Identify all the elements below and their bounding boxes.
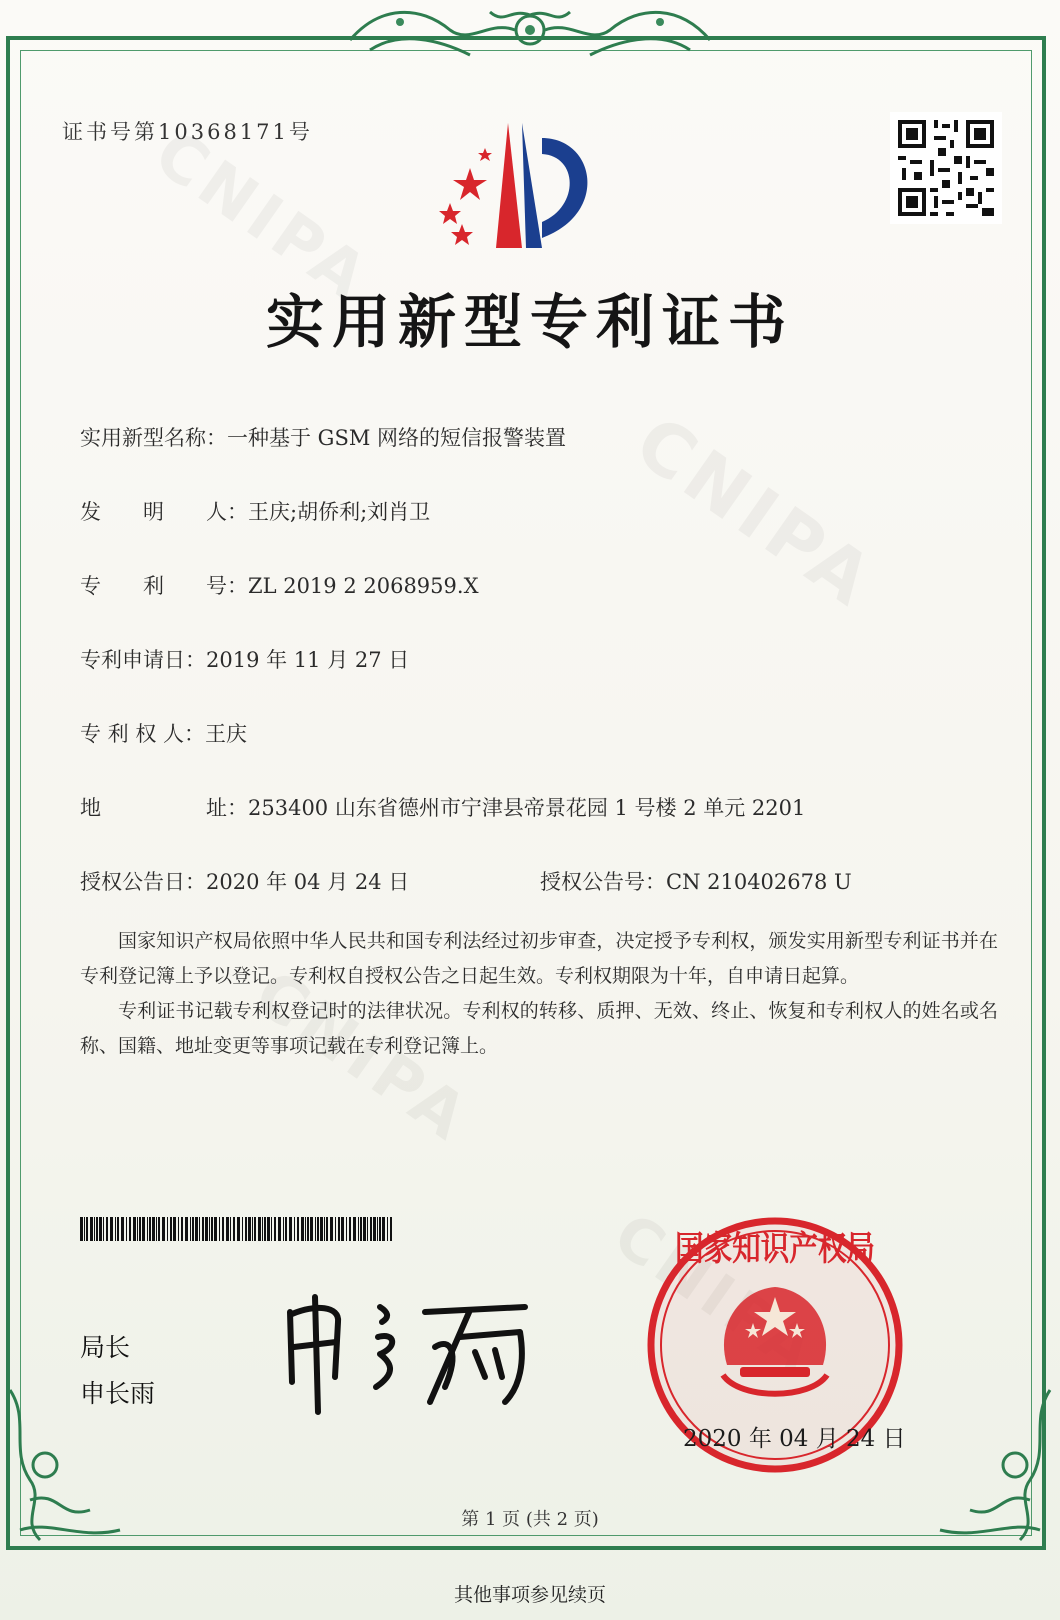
field-label: 授权公告日： [80, 870, 206, 894]
certificate-title: 实用新型专利证书 [265, 288, 794, 356]
barcode-stripe [373, 1217, 376, 1241]
barcode-stripe [326, 1217, 328, 1241]
field-label: 地 址： [80, 796, 248, 820]
certificate-body [80, 924, 998, 1064]
barcode-stripe [185, 1217, 188, 1241]
barcode-stripe [289, 1217, 292, 1241]
seal-date: 2020 年 04 月 24 日 [683, 1426, 906, 1452]
cnipa-logo-icon [430, 118, 620, 258]
barcode-stripe [341, 1217, 344, 1241]
barcode-stripe [358, 1217, 359, 1241]
barcode-stripe [80, 1217, 83, 1241]
field-label: 实用新型名称： [80, 426, 227, 450]
barcode-stripe [126, 1217, 127, 1241]
barcode-stripe [190, 1217, 191, 1241]
barcode-stripe [147, 1217, 148, 1241]
field-value: 王庆;胡侨利;刘肖卫 [248, 500, 431, 524]
barcode-stripe [360, 1217, 362, 1241]
barcode-stripe [170, 1217, 172, 1241]
field-value: 王庆 [205, 722, 248, 746]
barcode-stripe [137, 1217, 138, 1241]
barcode-stripe [370, 1217, 372, 1241]
field-value: ZL 2019 2 2068959.X [248, 574, 479, 598]
barcode-stripe [158, 1217, 160, 1241]
barcode-stripe [195, 1217, 198, 1241]
barcode-stripe [110, 1217, 113, 1241]
barcode-stripe [294, 1217, 295, 1241]
barcode-stripe [152, 1217, 155, 1241]
certificate-number: 证书号第10368171号 [62, 120, 313, 144]
barcode-stripe [233, 1217, 235, 1241]
field-address [80, 792, 805, 822]
field-application-date [80, 644, 409, 674]
barcode-stripe [285, 1217, 287, 1241]
barcode-stripe [377, 1217, 378, 1241]
continuation-note: 其他事项参见续页 [453, 1584, 606, 1606]
barcode-stripe [103, 1217, 104, 1241]
barcode-stripe [230, 1217, 231, 1241]
barcode-stripe [367, 1217, 368, 1241]
director-title: 局长 [80, 1333, 131, 1362]
field-grant-date [80, 866, 409, 896]
field-grant-number [540, 866, 852, 896]
barcode-stripe [330, 1217, 333, 1241]
barcode-stripe [248, 1217, 251, 1241]
body-paragraph-2: 专利证书记载专利权登记时的法律状况。专利权的转移、质押、无效、终止、恢复和专利权人的姓名或名称、国籍、地址变更等事项记载在专利登记簿上。 [80, 1000, 998, 1057]
barcode-stripe [86, 1217, 88, 1241]
barcode-stripe [390, 1217, 392, 1241]
barcode-stripe [346, 1217, 347, 1241]
field-value: CN 210402678 U [666, 870, 852, 894]
field-label: 授权公告号： [540, 870, 666, 894]
barcode-stripe [324, 1217, 325, 1241]
barcode-stripe [99, 1217, 102, 1241]
barcode-stripe [258, 1217, 261, 1241]
barcode-stripe [106, 1217, 108, 1241]
barcode-stripe [315, 1217, 316, 1241]
barcode-stripe [178, 1217, 179, 1241]
field-value: 253400 山东省德州市宁津县帝景花园 1 号楼 2 单元 2201 [248, 796, 806, 820]
field-label: 专 利 权 人： [80, 722, 206, 746]
barcode-stripe [94, 1217, 95, 1241]
qr-code-icon [890, 112, 1002, 224]
field-patent-number [80, 570, 479, 600]
barcode-stripe [84, 1217, 85, 1241]
barcode-stripe [211, 1217, 213, 1241]
barcode-stripe [335, 1217, 336, 1241]
barcode-stripe [363, 1217, 366, 1241]
field-value: 2020 年 04 月 24 日 [206, 870, 410, 894]
barcode-stripe [338, 1217, 340, 1241]
barcode-stripe [162, 1217, 165, 1241]
barcode-stripe [379, 1217, 381, 1241]
top-ornament [340, 0, 720, 62]
barcode-stripe [209, 1217, 210, 1241]
barcode-stripe [149, 1217, 151, 1241]
barcode-stripe [222, 1217, 224, 1241]
barcode-stripe [252, 1217, 253, 1241]
barcode-stripe [214, 1217, 217, 1241]
barcode-stripe [167, 1217, 168, 1241]
barcode-stripe [237, 1217, 240, 1241]
barcode-stripe [121, 1217, 124, 1241]
barcode-stripe [245, 1217, 247, 1241]
barcode-stripe [115, 1217, 116, 1241]
barcode-stripe [254, 1217, 256, 1241]
barcode-stripe [139, 1217, 141, 1241]
barcode-stripe [305, 1217, 306, 1241]
page-number: 第 1 页 (共 2 页) [461, 1509, 599, 1530]
barcode-stripe [262, 1217, 263, 1241]
field-patentee [80, 718, 247, 748]
field-value: 一种基于 GSM 网络的短信报警装置 [227, 426, 567, 450]
field-label: 专 利 号： [80, 574, 248, 598]
barcode-stripe [310, 1217, 313, 1241]
barcode-stripe [117, 1217, 119, 1241]
barcode-stripe [142, 1217, 145, 1241]
barcode-stripe [242, 1217, 243, 1241]
barcode-stripe [205, 1217, 208, 1241]
barcode-stripe [202, 1217, 204, 1241]
barcode-stripe [129, 1217, 131, 1241]
barcode-stripe [181, 1217, 183, 1241]
barcode-stripe [387, 1217, 388, 1241]
barcode-stripe [199, 1217, 200, 1241]
barcode-stripe [382, 1217, 385, 1241]
barcode-stripe [307, 1217, 309, 1241]
barcode-stripe [173, 1217, 176, 1241]
field-inventor [80, 496, 430, 526]
barcode-stripe [219, 1217, 220, 1241]
barcode-stripe [90, 1217, 93, 1241]
barcode-stripe [156, 1217, 157, 1241]
barcode-stripe [297, 1217, 299, 1241]
barcode-stripe [301, 1217, 304, 1241]
director-name: 申长雨 [80, 1379, 156, 1408]
field-label: 专利申请日： [80, 648, 206, 672]
barcode-stripe [264, 1217, 266, 1241]
barcode-stripe [133, 1217, 136, 1241]
barcode-stripe [226, 1217, 229, 1241]
barcode-stripe [349, 1217, 351, 1241]
seal-text: 国家知识产权局 [675, 1229, 875, 1269]
barcode-stripe [320, 1217, 323, 1241]
director-signature [280, 1292, 540, 1422]
barcode-stripe [271, 1217, 272, 1241]
barcode-stripe [267, 1217, 270, 1241]
barcode-stripe [192, 1217, 194, 1241]
body-paragraph-1: 国家知识产权局依照中华人民共和国专利法经过初步审查，决定授予专利权，颁发实用新型专利证书并在专利登记簿上予以登记。专利权自授权公告之日起生效。专利权期限为十年，自申请日起算。 [80, 930, 998, 987]
barcode-stripe [278, 1217, 281, 1241]
barcode [80, 1217, 396, 1241]
qr-code [890, 112, 1002, 224]
barcode-stripe [353, 1217, 356, 1241]
field-utility-model-name [80, 422, 566, 452]
barcode-stripe [274, 1217, 276, 1241]
field-value: 2019 年 11 月 27 日 [206, 648, 410, 672]
barcode-stripe [283, 1217, 284, 1241]
barcode-stripe [317, 1217, 319, 1241]
field-label: 发 明 人： [80, 500, 248, 524]
barcode-stripe [96, 1217, 98, 1241]
